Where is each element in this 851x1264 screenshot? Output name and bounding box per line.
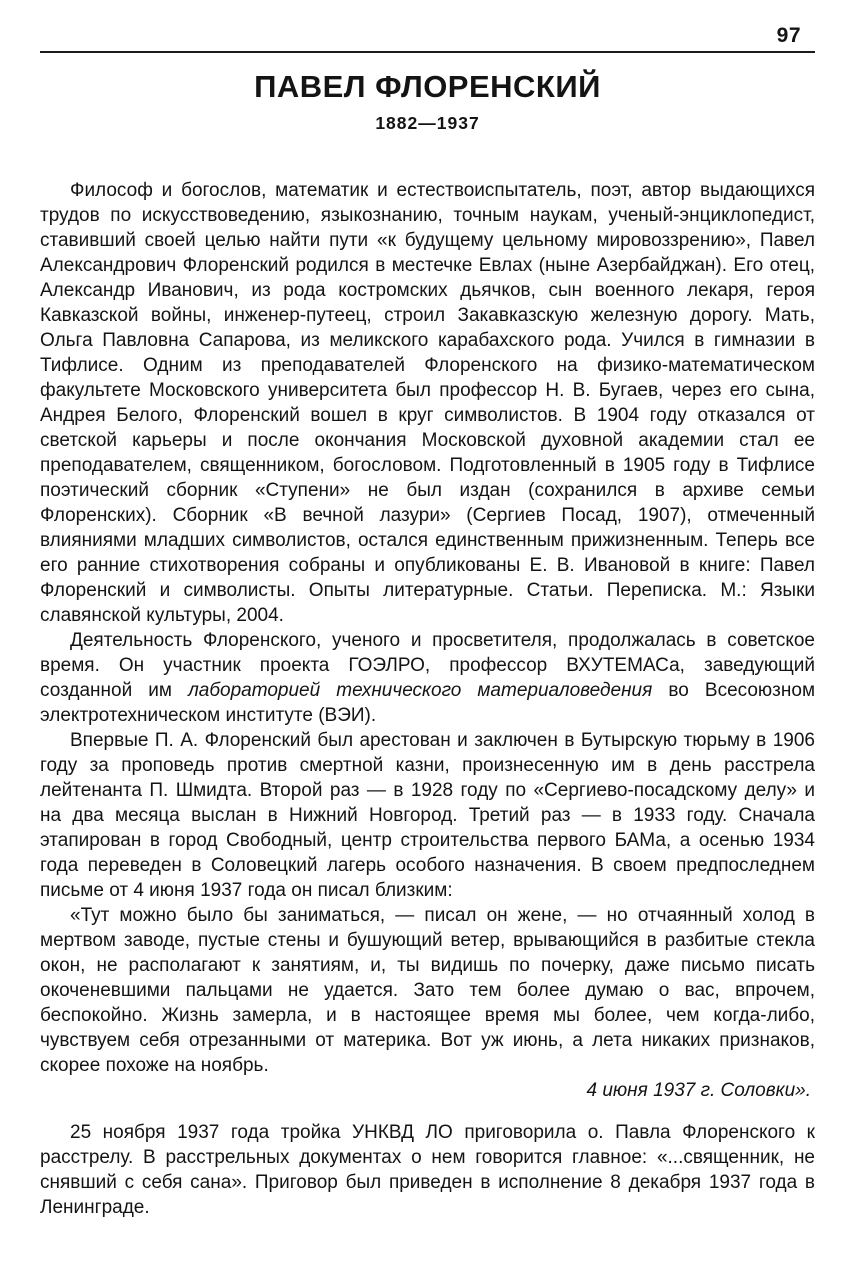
signature-line bbox=[40, 1078, 815, 1103]
text-run: 25 ноября 1937 года тройка УНКВД ЛО приговорила о. Павла Флоренского к расстрелу. В расстрельных документах о нем говорится главное: «...священник, не снявший с себя сана». Приговор был приведен в исполнение 8 декабря 1937 года в Ленинграде. bbox=[40, 1122, 815, 1218]
page-header bbox=[40, 24, 815, 53]
text-run: «Тут можно было бы заниматься, — писал он жене, — но отчаянный холод в мертвом заводе, пустые стены и бушующий ветер, врывающийся в разбитые стекла окон, не располагают к занятиям, и, ты видишь по почерку, даже письмо писать окоченевшими пальцами не удается. Зато тем более думаю о вас, впрочем, беспокойно. Жизнь замерла, и в настоящее время мы более, чем когда-либо, чувствуем себя отрезанными от материка. Вот уж июнь, а лета никаких признаков, скорее похоже на ноябрь. bbox=[40, 905, 815, 1076]
header-rule bbox=[40, 51, 815, 53]
article-title: ПАВЕЛ ФЛОРЕНСКИЙ bbox=[254, 69, 601, 104]
italic-run: лабораторией технического материаловедения bbox=[188, 680, 653, 701]
paragraph bbox=[40, 903, 815, 1078]
text-run: во Всесоюзном электротехническом институте (ВЭИ). bbox=[40, 680, 816, 726]
text-run: Впервые П. А. Флоренский был арестован и заключен в Бутырскую тюрьму в 1906 году за проповедь против смертной казни, произнесенную им в день расстрела лейтенанта П. Шмидта. Второй раз — в 1928 году по «Сергиево-посадскому делу» и на два месяца выслан в Нижний Новгород. Третий раз — в 1933 году. Сначала этапирован в город Свободный, центр строительства первого БАМа, а осенью 1934 года переведен в Соловецкий лагерь особого назначения. В своем предпоследнем письме от 4 июня 1937 года он писал близким: bbox=[40, 730, 815, 901]
text-run: Деятельность Флоренского, ученого и просветителя, продолжалась в советское время. Он участник проекта ГОЭЛРО, профессор ВХУТЕМАСа, заведующий созданной им bbox=[40, 630, 815, 701]
italic-run: 4 июня 1937 г. Соловки». bbox=[586, 1080, 811, 1101]
article-dates: 1882—1937 bbox=[375, 113, 480, 133]
paragraph bbox=[40, 178, 815, 628]
article-body bbox=[40, 178, 815, 1220]
paragraph bbox=[40, 628, 815, 728]
paragraph bbox=[40, 728, 815, 903]
paragraph bbox=[40, 1120, 815, 1220]
text-run: Философ и богослов, математик и естествоиспытатель, поэт, автор выдающихся трудов по искусствоведению, языкознанию, точным наукам, ученый-энциклопедист, ставивший своей целью найти пути «к будущему цельному мировоззрению», Павел Александрович Флоренский родился в местечке Евлах (ныне Азербайджан). Его отец, Александр Иванович, из рода костромских дьячков, сын военного лекаря, героя Кавказской войны, инженер-путеец, строил Закавказскую железную дорогу. Мать, Ольга Павловна Сапарова, из меликского карабахского рода. Учился в гимназии в Тифлисе. Одним из преподавателей Флоренского на физико-математическом факультете Московского университета был профессор Н. В. Бугаев, через его сына, Андрея Белого, Флоренский вошел в круг символистов. В 1904 году отказался от светской карьеры и после окончания Московской духовной академии стал ее преподавателем, священником, богословом. Подготовленный в 1905 году в Тифлисе поэтический сборник «Ступени» не был издан (сохранился в архиве семьи Флоренских). Сборник «В вечной лазури» (Сергиев Посад, 1907), отмеченный влияниями младших символистов, остался единственным прижизненным. Теперь все его ранние стихотворения собраны и опубликованы Е. В. Ивановой в книге: Павел Флоренский и символисты. Опыты литературные. Статьи. Переписка. М.: Языки славянской культуры, 2004. bbox=[40, 180, 815, 626]
page-number: 97 bbox=[776, 24, 801, 47]
